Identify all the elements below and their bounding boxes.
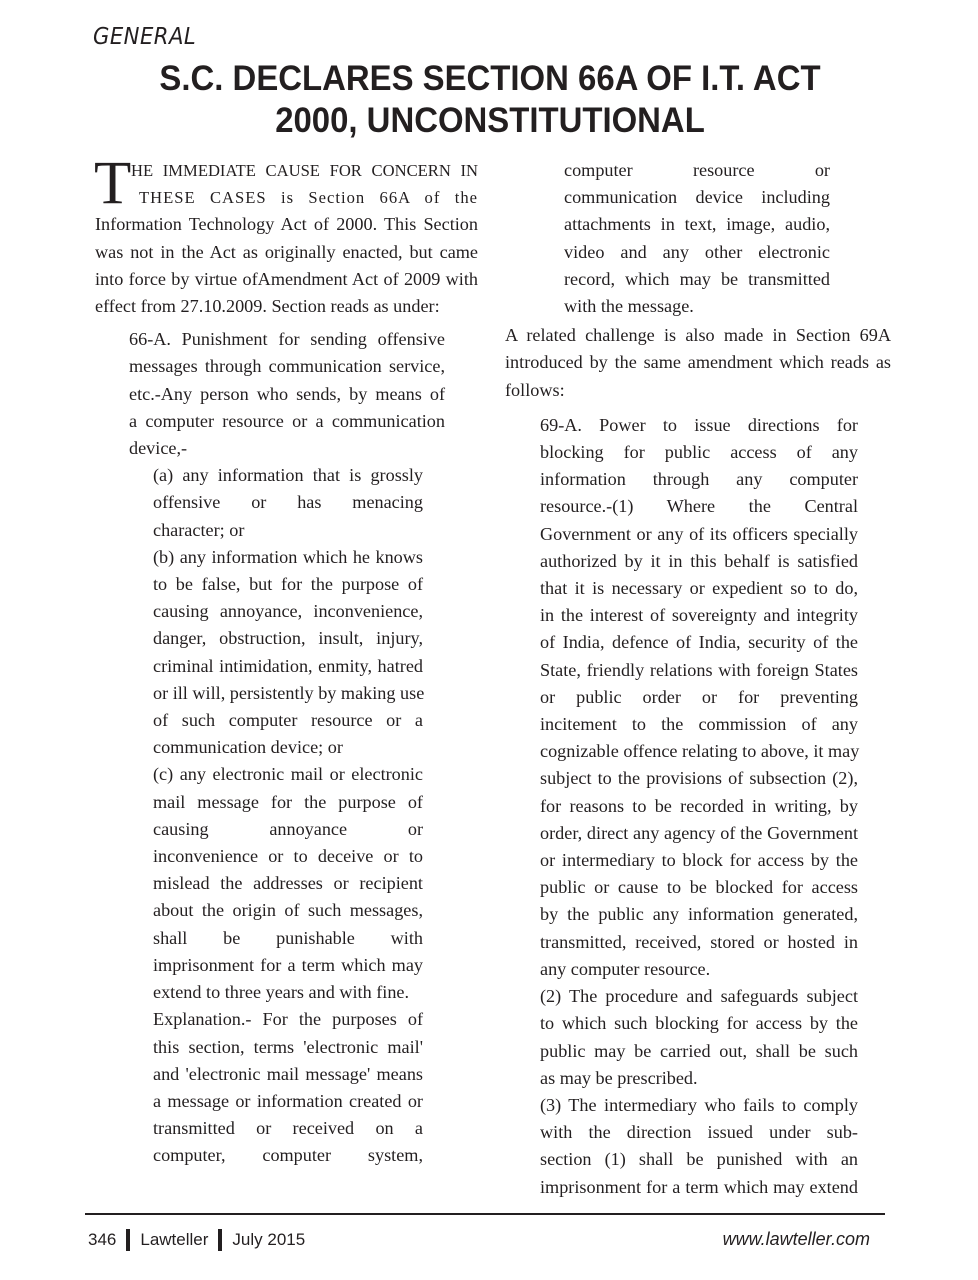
footer-divider bbox=[85, 1213, 885, 1215]
text-line: for reasons to be recorded in writing, by bbox=[540, 795, 858, 816]
text-line: introduced by the same amendment which reads as bbox=[505, 352, 891, 373]
text-line: etc.-Any person who sends, by means of bbox=[129, 383, 445, 404]
text-line: (a) any information that is grossly bbox=[153, 465, 423, 486]
text-line: public or cause to be blocked for access bbox=[540, 877, 858, 898]
headline-line-1: S.C. DECLARES SECTION 66A OF I.T. ACT bbox=[159, 59, 821, 98]
text-line: a computer resource or a communication bbox=[129, 410, 445, 431]
text-line: (3) The intermediary who fails to comply bbox=[540, 1094, 858, 1115]
article-headline bbox=[105, 58, 876, 142]
text-line: with the message. bbox=[564, 296, 694, 317]
text-line: to which such blocking for access by the bbox=[540, 1013, 858, 1034]
text-line: shall be punishable with bbox=[153, 927, 423, 948]
text-line: HE IMMEDIATE CAUSE FOR CONCERN IN bbox=[131, 161, 478, 180]
text-line: Explanation.- For the purposes of bbox=[153, 1009, 423, 1030]
text-line: incitement to the commission of any bbox=[540, 714, 858, 735]
text-line: THESE CASES is Section 66A of the bbox=[139, 188, 478, 208]
text-line: imprisonment for a term which may extend bbox=[540, 1176, 858, 1197]
text-line: about the origin of such messages, bbox=[153, 900, 423, 921]
text-line: messages through communication service, bbox=[129, 356, 445, 377]
text-line: communication device; or bbox=[153, 737, 343, 758]
text-line: video and any other electronic bbox=[564, 241, 830, 262]
text-line: offensive or has menacing bbox=[153, 492, 423, 513]
text-line: imprisonment for a term which may bbox=[153, 954, 423, 975]
text-line: 69-A. Power to issue directions for bbox=[540, 414, 858, 435]
page-number: 346 bbox=[88, 1230, 117, 1249]
text-line: cognizable offence relating to above, it may bbox=[540, 741, 860, 762]
text-line: State, friendly relations with foreign States bbox=[540, 659, 858, 680]
text-line: section (1) shall be punished with an bbox=[540, 1149, 858, 1170]
text-line: or public order or for preventing bbox=[540, 686, 858, 707]
explanation bbox=[153, 1006, 425, 1169]
publication-name: Lawteller bbox=[140, 1230, 209, 1249]
drop-cap: T bbox=[94, 150, 132, 217]
text-line: causing annoyance or bbox=[153, 818, 423, 839]
text-line: as may be prescribed. bbox=[540, 1067, 698, 1088]
intro-paragraph bbox=[94, 150, 480, 320]
text-line: and 'electronic mail message' means bbox=[153, 1063, 423, 1084]
text-line: character; or bbox=[153, 519, 245, 540]
text-line: extend to three years and with fine. bbox=[153, 982, 410, 1003]
text-line: mail message for the purpose of bbox=[153, 791, 423, 812]
text-line: inconvenience or to deceive or to bbox=[153, 846, 423, 867]
text-line: criminal intimidation, enmity, hatred bbox=[153, 655, 423, 676]
text-line: communication device including bbox=[564, 187, 830, 208]
footer-separator bbox=[126, 1229, 130, 1251]
text-line: that it is necessary or expedient so to do, bbox=[540, 578, 858, 599]
text-line: causing annoyance, inconvenience, bbox=[153, 601, 423, 622]
text-line: by the public any information generated, bbox=[540, 904, 858, 925]
text-line: of such computer resource or a bbox=[153, 710, 423, 731]
website-link[interactable]: www.lawteller.com bbox=[722, 1229, 870, 1249]
text-line: record, which may be transmitted bbox=[564, 268, 830, 289]
text-line: device,- bbox=[129, 438, 188, 459]
right-column bbox=[505, 157, 895, 1201]
text-line: transmitted or received on a bbox=[153, 1118, 423, 1139]
text-line: blocking for public access of any bbox=[540, 442, 858, 463]
section-66a-heading bbox=[129, 326, 447, 462]
text-line: (2) The procedure and safeguards subject bbox=[540, 986, 858, 1007]
text-line: a message or information created or bbox=[153, 1090, 423, 1111]
text-line: computer resource or bbox=[564, 160, 830, 180]
page-footer bbox=[88, 1229, 870, 1253]
text-line: of India, defence of India, security of the bbox=[540, 632, 858, 653]
text-line: authorized by it in this behalf is satisfied bbox=[540, 550, 858, 571]
left-column bbox=[94, 150, 480, 1170]
text-line: follows: bbox=[505, 379, 565, 400]
text-line: transmitted, received, stored or hosted in bbox=[540, 931, 858, 952]
related-challenge-paragraph bbox=[505, 322, 895, 404]
text-line: (c) any electronic mail or electronic bbox=[153, 764, 423, 785]
text-line: this section, terms 'electronic mail' bbox=[153, 1036, 423, 1057]
text-line: danger, obstruction, insult, injury, bbox=[153, 628, 423, 649]
text-line: attachments in text, image, audio, bbox=[564, 214, 830, 235]
text-line: resource.-(1) Where the Central bbox=[540, 496, 858, 517]
explanation-continued bbox=[564, 157, 832, 320]
text-line: A related challenge is also made in Section 69A bbox=[505, 325, 891, 346]
clause-b bbox=[153, 544, 425, 762]
issue-date: July 2015 bbox=[232, 1230, 306, 1249]
subsection-3 bbox=[540, 1092, 864, 1201]
text-line: Government or any of its officers specially bbox=[540, 523, 858, 544]
text-line: order, direct any agency of the Government bbox=[540, 822, 858, 843]
text-line: subject to the provisions of subsection (2), bbox=[540, 768, 858, 789]
headline-line-2: 2000, UNCONSTITUTIONAL bbox=[275, 101, 705, 140]
text-line: any computer resource. bbox=[540, 958, 711, 979]
text-line: mislead the addresses or recipient bbox=[153, 873, 423, 894]
text-line: 66-A. Punishment for sending offensive bbox=[129, 329, 445, 350]
clause-c bbox=[153, 761, 425, 1006]
text-line: with the direction issued under sub- bbox=[540, 1122, 858, 1143]
text-line: to be false, but for the purpose of bbox=[153, 574, 423, 595]
text-line: was not in the Act as originally enacted, but came bbox=[95, 241, 478, 262]
footer-separator bbox=[218, 1229, 222, 1251]
text-line: effect from 27.10.2009. Section reads as under: bbox=[95, 296, 440, 317]
text-line: Information Technology Act of 2000. This Section bbox=[95, 214, 478, 235]
text-line: (b) any information which he knows bbox=[153, 546, 423, 567]
text-line: into force by virtue ofAmendment Act of 2009 with bbox=[95, 268, 478, 289]
clause-a bbox=[153, 462, 425, 544]
footer-left bbox=[88, 1229, 305, 1251]
section-69a bbox=[540, 412, 864, 1201]
subsection-2 bbox=[540, 983, 864, 1092]
text-line: computer, computer system, bbox=[153, 1145, 423, 1166]
text-line: public may be carried out, shall be such bbox=[540, 1040, 858, 1061]
text-line: information through any computer bbox=[540, 469, 858, 490]
text-line: in the interest of sovereignty and integrity bbox=[540, 605, 858, 626]
section-label: GENERAL bbox=[93, 24, 197, 50]
text-line: or intermediary to block for access by the bbox=[540, 850, 858, 871]
text-line: or ill will, persistently by making use bbox=[153, 682, 425, 703]
